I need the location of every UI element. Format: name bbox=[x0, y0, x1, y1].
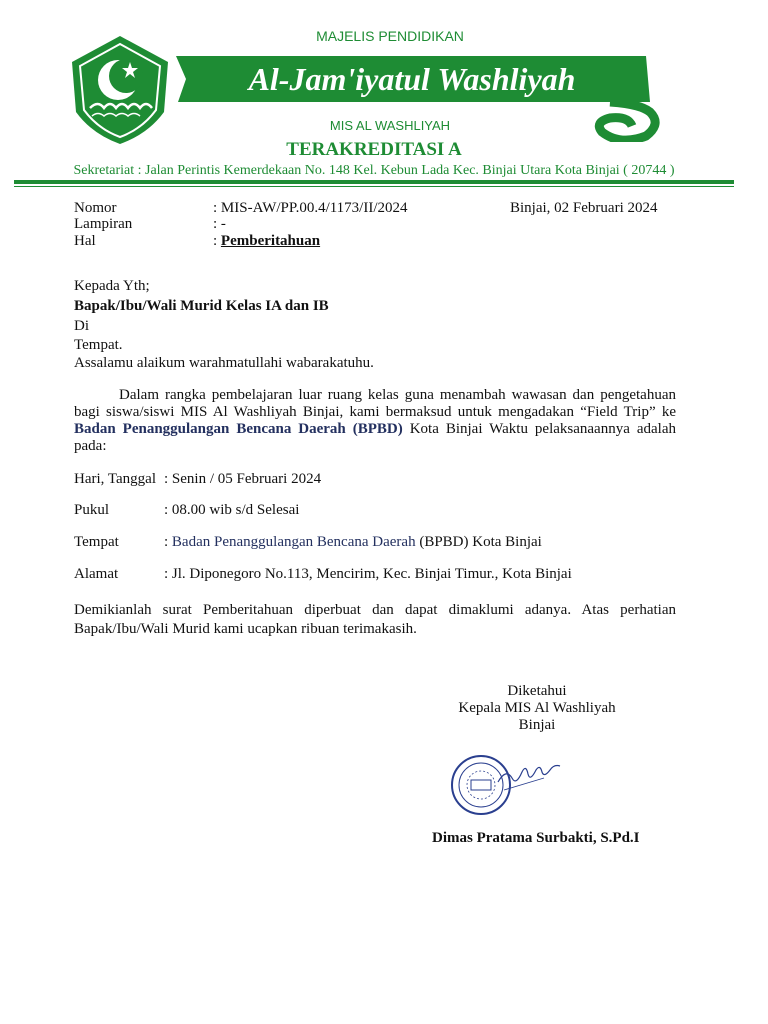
signer-city: Binjai bbox=[518, 717, 556, 733]
nomor-label: Nomor bbox=[74, 200, 117, 216]
lampiran-value: : - bbox=[213, 216, 226, 232]
hal-subject: Pemberitahuan bbox=[220, 233, 321, 249]
organization-name: Al-Jam'iyatul Washliyah bbox=[248, 61, 576, 97]
nomor-value: : MIS-AW/PP.00.4/1173/II/2024 bbox=[213, 200, 408, 216]
pukul-label: Pukul bbox=[74, 502, 110, 518]
intro-bpbd: Badan Penanggulangan Bencana Daerah (BPBD) bbox=[74, 421, 403, 437]
intro-text-end: Kota Binjai Waktu pelaksanaannya adalah pada: bbox=[74, 421, 676, 454]
hari-label: Hari, Tanggal bbox=[74, 471, 156, 487]
hal-colon: : bbox=[213, 233, 221, 249]
hal-label: Hal bbox=[74, 233, 96, 249]
tempat-row bbox=[164, 534, 542, 551]
intro-paragraph bbox=[74, 387, 676, 455]
accreditation-status: TERAKREDITASI A bbox=[286, 139, 462, 160]
tempat-label: Tempat bbox=[74, 534, 119, 550]
signer-position: Kepala MIS Al Washliyah bbox=[458, 700, 616, 716]
greeting: Kepada Yth; bbox=[74, 278, 150, 294]
tempat-value-rest: (BPBD) Kota Binjai bbox=[415, 534, 542, 550]
school-name: MIS AL WASHLIYAH bbox=[329, 118, 451, 133]
place-date: Binjai, 02 Februari 2024 bbox=[510, 200, 658, 216]
hal-row bbox=[213, 233, 320, 250]
salutation: Assalamu alaikum warahmatullahi wabarakatuhu. bbox=[74, 355, 374, 371]
alamat-label: Alamat bbox=[74, 566, 119, 582]
alamat-value: : Jl. Diponegoro No.113, Mencirim, Kec. Binjai Timur., Kota Binjai bbox=[164, 566, 572, 582]
hari-value: : Senin / 05 Februari 2024 bbox=[164, 471, 322, 487]
secretariat-address: Sekretariat : Jalan Perintis Kemerdekaan No. 148 Kel. Kebun Lada Kec. Binjai Utara Kota Binjai ( 20744 ) bbox=[73, 163, 675, 178]
tempat-colon: : bbox=[164, 534, 172, 550]
tempat-line: Tempat. bbox=[74, 337, 123, 353]
recipient: Bapak/Ibu/Wali Murid Kelas IA dan IB bbox=[74, 298, 329, 314]
intro-text: Dalam rangka pembelajaran luar ruang kelas guna menambah wawasan dan pengetahuan bagi siswa/siswi MIS Al Washliyah Binjai, kami bermaksud untuk mengadakan “Field Trip” ke bbox=[74, 387, 676, 420]
pukul-value: : 08.00 wib s/d Selesai bbox=[164, 502, 300, 518]
lampiran-label: Lampiran bbox=[74, 216, 133, 232]
header-divider-thin bbox=[14, 186, 734, 187]
tempat-value-agency: Badan Penanggulangan Bencana Daerah bbox=[171, 534, 416, 550]
diketahui: Diketahui bbox=[507, 683, 567, 699]
council-name: MAJELIS PENDIDIKAN bbox=[316, 28, 464, 44]
school-stamp-signature bbox=[448, 752, 572, 818]
di-line: Di bbox=[74, 318, 89, 334]
closing-paragraph: Demikianlah surat Pemberitahuan diperbuat dan dapat dimaklumi adanya. Atas perhatian Bapak/Ibu/Wali Murid kami ucapkan ribuan terimakasih. bbox=[74, 602, 676, 637]
header-divider-thick bbox=[14, 180, 734, 184]
signer-name: Dimas Pratama Surbakti, S.Pd.I bbox=[432, 830, 640, 846]
